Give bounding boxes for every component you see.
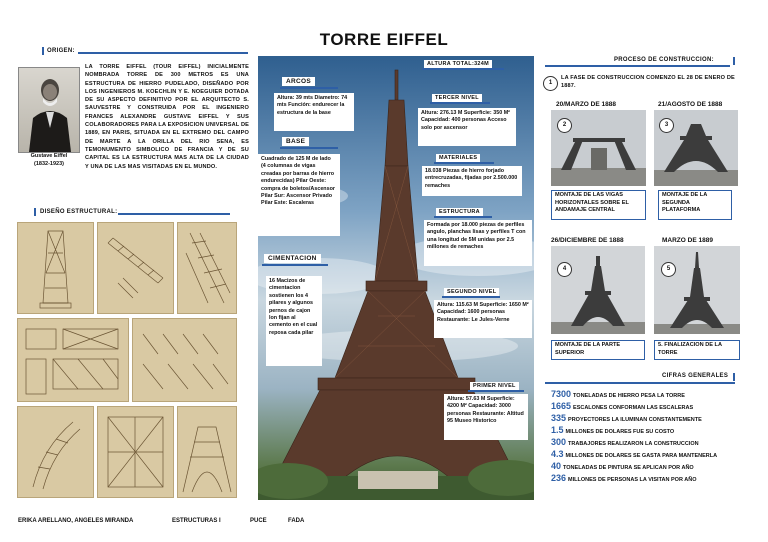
footer-faculty: FADA [288, 518, 305, 524]
tercer-nivel-label: TERCER NIVEL [432, 94, 482, 102]
blueprint-bracing-set [132, 318, 237, 402]
estructura-label: ESTRUCTURA [436, 208, 483, 216]
arcos-text: Altura: 39 mts Diametro: 74 mts Función: endurecer la estructura de la base [274, 93, 354, 131]
figure-text: PROYECTORES LA ILUMINAN CONSTANTEMENTE [568, 417, 702, 423]
figures-header: CIFRAS GENERALES [662, 373, 729, 379]
figures-rule [545, 382, 735, 384]
blueprint-base-arch [177, 406, 237, 498]
figure-row [551, 401, 693, 411]
stage-caption-5: 5. FINALIZACION DE LA TORRE [654, 340, 740, 360]
blueprint-pier-elevation [17, 222, 94, 314]
eiffel-portrait [18, 67, 80, 153]
step-number-4: 4 [557, 262, 572, 277]
figure-number: 236 [551, 473, 567, 483]
blueprint-arch-leg [17, 406, 94, 498]
stage-caption-2: MONTAJE DE LAS VIGAS HORIZONTALES SOBRE EL ANDAMAJE CENTRAL [551, 190, 646, 220]
process-intro: LA FASE DE CONSTRUCCION COMENZO EL 28 DE ENERO DE 1887. [561, 75, 735, 90]
design-rule [118, 213, 230, 215]
figure-text: ESCALONES CONFORMAN LAS ESCALERAS [573, 405, 694, 411]
figure-number: 300 [551, 437, 567, 447]
primer-nivel-rule [468, 390, 524, 392]
origin-text: LA TORRE EIFFEL (TOUR EIFFEL) INICIALMENTE NOMBRADA TORRE DE 300 METROS ES UNA ESTRUCTURA DE HIERRO PUDELADO, DISEÑADO POR LOS INGENIEROS M. KOECHLIN Y E. NOEGUIER DOTADA DE SU ASPECTO DEFINITIVO POR EL ARQUITECTO S. SAUVESTRE Y CONSTRUIDA POR EL INGENIERO FRANCES ALEXANDRE GUSTAVE EIFFEL Y SUS COLABORADORES PARA LA EXPOSICION UNIVERSAL DE 1889, EN PARIS, SITUADA EN EL EXTREMO DEL CAMPO DE MARTE A LA ORILLA DEL RIO SENA, ES TEMONUMENTO SIMBOLICO DE FRANCIA Y DE SU CAPITAL ES LA ESTRUCTURA MAS ALTA DE LA CIUDAD Y UNA DE LAS MAS VISITADAS EN EL MUNDO. [85, 64, 250, 170]
estructura-rule [434, 216, 492, 218]
base-label: BASE [282, 137, 309, 146]
segundo-nivel-label: SEGUNDO NIVEL [444, 288, 499, 296]
figure-row [551, 389, 685, 399]
design-header: DISEÑO ESTRUCTURAL: [40, 209, 118, 215]
figure-row [551, 413, 702, 423]
altura-total-rule [422, 68, 504, 70]
section-marker [42, 47, 44, 55]
figure-row [551, 461, 694, 471]
figure-text: MILLONES DE DOLARES SE GASTA PARA MANTENERLA [565, 453, 718, 459]
blueprint-girder-plan [17, 318, 129, 402]
materiales-text: 18.038 Piezas de hierro forjado entrecruzadas, fijadas por 2.500.000 remaches [422, 166, 522, 196]
step-number-5: 5 [661, 262, 676, 277]
figure-text: TONELADAS DE HIERRO PESA LA TORRE [573, 393, 685, 399]
materiales-rule [434, 162, 494, 164]
cimentacion-label: CIMENTACION [264, 254, 321, 263]
figure-number: 1.5 [551, 425, 564, 435]
stage-photo-4 [551, 246, 645, 334]
stage-date-4: 26/DICIEMBRE DE 1888 [551, 237, 624, 244]
stage-caption-3: MONTAJE DE LA SEGUNDA PLATAFORMA [658, 190, 732, 220]
figure-number: 4.3 [551, 449, 564, 459]
footer-course: ESTRUCTURAS I [172, 518, 221, 524]
base-text: Cuadrado de 125 M de lado (4 columnas de vigas creadas por barras de hierro endurecidas) Pilar Oeste: compra de boletos/Ascensor Pilar Sur: Ascensor Privado Pilar Este: Escaleras [258, 154, 340, 236]
stage-date-2: 20/MARZO DE 1888 [556, 101, 616, 108]
cimentacion-rule [262, 264, 328, 266]
process-rule [545, 65, 730, 67]
section-marker [34, 208, 36, 216]
figure-text: MILLONES DE PERSONAS LA VISITAN POR AÑO [568, 477, 697, 483]
figure-number: 7300 [551, 389, 572, 399]
step-number-2: 2 [557, 118, 572, 133]
stage-caption-4: MONTAJE DE LA PARTE SUPERIOR [551, 340, 645, 360]
tercer-nivel-rule [430, 102, 490, 104]
tercer-nivel-text: Altura: 276.13 M Superficie: 350 M² Capacidad: 400 personas Acceso solo por ascensor [418, 108, 516, 146]
figure-number: 335 [551, 413, 567, 423]
figure-row [551, 449, 717, 459]
stage-date-5: MARZO DE 1889 [662, 237, 713, 244]
blueprint-truss-detail [97, 222, 174, 314]
figure-row [551, 473, 696, 483]
step-number-1: 1 [543, 76, 558, 91]
figure-text: TONELADAS DE PINTURA SE APLICAN POR AÑO [563, 465, 694, 471]
section-marker [733, 57, 735, 65]
portrait-years: (1832-1923) [34, 161, 64, 167]
stage-photo-5 [654, 246, 740, 334]
cimentacion-text: 16 Macizos de cimentacion sostienen los 4 pilares y algunos pernos de cajon lon fijan al cemento en el cual reposa cada pilar [266, 276, 322, 366]
arcos-label: ARCOS [282, 77, 315, 86]
portrait-caption: Gustave Eiffel [30, 153, 68, 159]
step-number-3: 3 [659, 118, 674, 133]
process-header: PROCESO DE CONSTRUCCION: [614, 57, 714, 63]
materiales-label: MATERIALES [436, 154, 480, 162]
portrait-image [19, 68, 79, 152]
figure-number: 40 [551, 461, 562, 471]
figure-text: TRABAJORES REALIZARON LA CONSTRUCCION [568, 441, 699, 447]
page-title: TORRE EIFFEL [319, 30, 449, 49]
altura-total-label: ALTURA TOTAL:324M [424, 60, 492, 68]
figure-row [551, 437, 699, 447]
footer-authors: ERIKA ARELLANO, ANGELES MIRANDA [18, 518, 134, 524]
stage-date-3: 21/AGOSTO DE 1888 [658, 101, 723, 108]
primer-nivel-text: Altura: 57.63 M Superficie: 4200 M² Capacidad: 3000 personas Restaurante: Altitud 95 Museo Historico [444, 394, 528, 440]
figure-number: 1665 [551, 401, 572, 411]
figure-row [551, 425, 674, 435]
blueprint-column-section [177, 222, 237, 314]
origin-rule [78, 52, 248, 54]
segundo-nivel-rule [442, 296, 500, 298]
primer-nivel-label: PRIMER NIVEL [470, 382, 519, 390]
figure-text: MILLONES DE DOLARES FUE SU COSTO [565, 429, 675, 435]
footer-school: PUCE [250, 518, 267, 524]
segundo-nivel-text: Altura: 115.63 M Superficie: 1650 M² Capacidad: 1600 personas Restaurante: Le Jules-Verne [434, 300, 532, 338]
arcos-rule [280, 87, 338, 89]
blueprint-lattice-panel [97, 406, 174, 498]
base-rule [280, 147, 338, 149]
estructura-text: Formada por 18.000 piezas de perfiles angulo, planchas lisas y perfiles T con una longitud de 5M unidas por 2.5 millones de remaches [424, 220, 532, 266]
origin-header: ORIGEN: [47, 48, 75, 54]
section-marker [733, 373, 735, 381]
